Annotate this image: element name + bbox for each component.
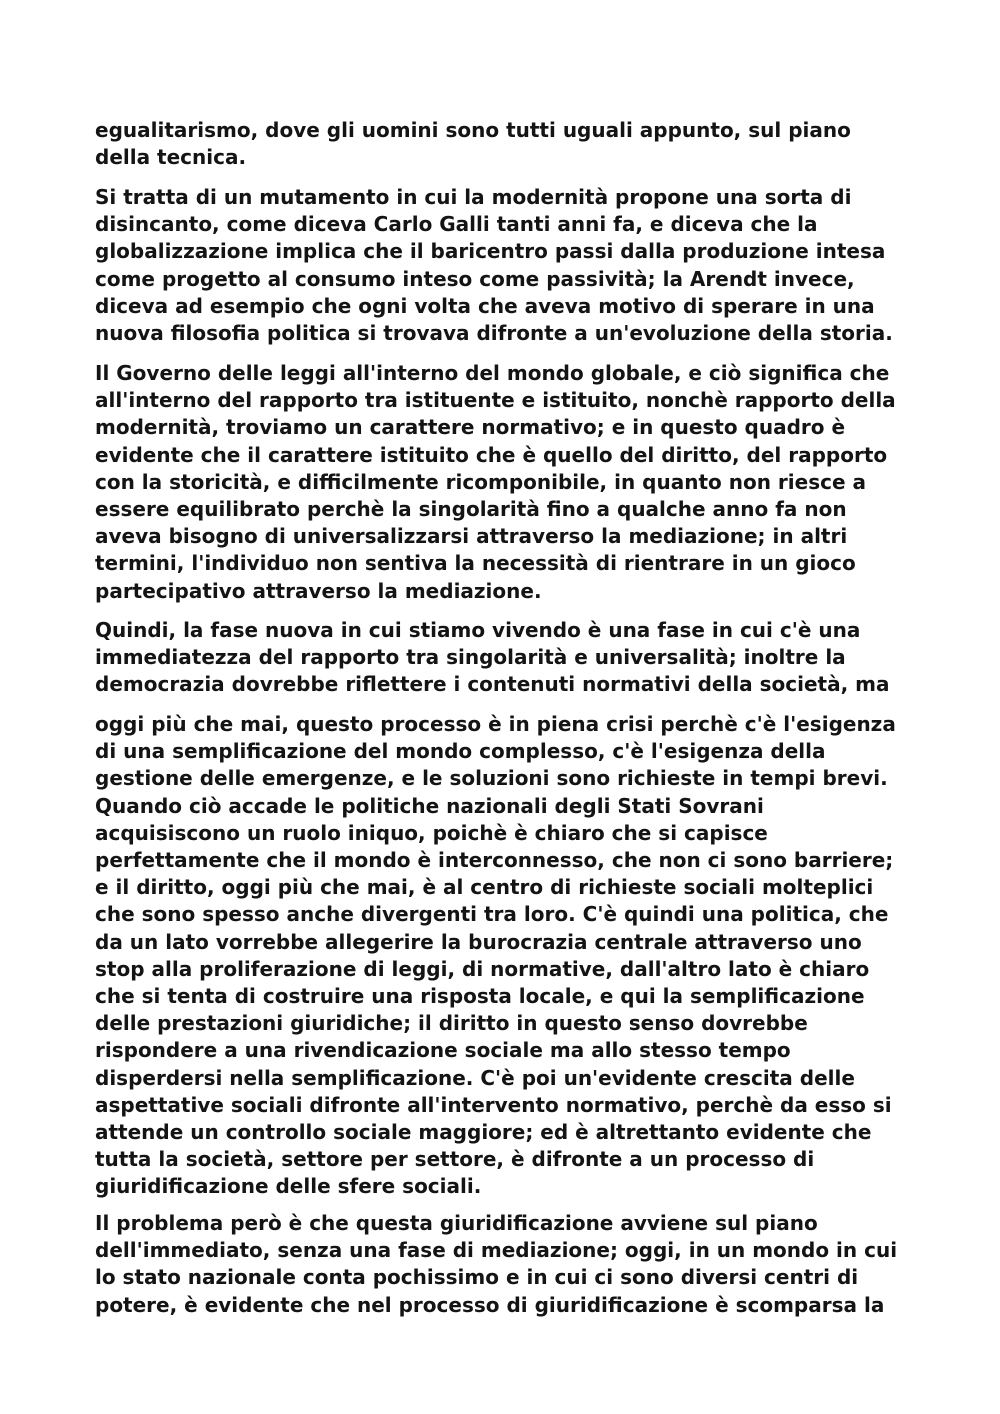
paragraph-3: Il Governo delle leggi all'interno del mondo globale, e ciò significa che all'interno del rapporto tra istituente e istituito, nonchè rapporto della modernità, troviamo un carattere normativo; e in questo quadro è evidente che il carattere istituito che è quello del diritto, del rapporto con la storicità, e difficilmente ricomponibile, in quanto non riesce a essere equilibrato perchè la singolarità fino a qualche anno fa non aveva bisogno di universalizzarsi attraverso la mediazione; in altri termini, l'individuo non sentiva la necessità di rientrare in un gioco partecipativo attraverso la mediazione. [95, 361, 896, 603]
paragraph-5: oggi più che mai, questo processo è in piena crisi perchè c'è l'esigenza di una semplificazione del mondo complesso, c'è l'esigenza della gestione delle emergenze, e le soluzioni sono richieste in tempi brevi. Quando ciò accade le politiche nazionali degli Stati Sovrani acquisiscono un ruolo iniquo, poichè è chiaro che si capisce perfettamente che il mondo è interconnesso, che non ci sono barriere; e il diritto, oggi più che mai, è al centro di richieste sociali molteplici che sono spesso anche divergenti tra loro. C'è quindi una politica, che da un lato vorrebbe allegerire la burocrazia centrale attraverso uno stop alla proliferazione di leggi, di normative, dall'altro lato è chiaro che si tenta di costruire una risposta locale, e qui la semplificazione delle prestazioni giuridiche; il diritto in questo senso dovrebbe rispondere a una rivendicazione sociale ma allo stesso tempo disperdersi nella semplificazione. C'è poi un'evidente crescita delle aspettative sociali difronte all'intervento normativo, perchè da esso si attende un controllo sociale maggiore; ed è altrettanto evidente che tutta la società, settore per settore, è difronte a un processo di giuridificazione delle sfere sociali. [95, 712, 896, 1199]
paragraph-1: egualitarismo, dove gli uomini sono tutti uguali appunto, sul piano della tecnica. [95, 118, 851, 170]
paragraph-2: Si tratta di un mutamento in cui la modernità propone una sorta di disincanto, come diceva Carlo Galli tanti anni fa, e diceva che la globalizzazione implica che il baricentro passi dalla produzione intesa come progetto al consumo inteso come passività; la Arendt invece, diceva ad esempio che ogni volta che aveva motivo di sperare in una nuova filosofia politica si trovava difronte a un'evoluzione della storia. [95, 185, 893, 346]
paragraph-4: Quindi, la fase nuova in cui stiamo vivendo è una fase in cui c'è una immediatezza del rapporto tra singolarità e universalità; inoltre la democrazia dovrebbe riflettere i contenuti normativi della società, ma [95, 618, 890, 697]
paragraph-6: Il problema però è che questa giuridificazione avviene sul piano dell'immediato, senza una fase di mediazione; oggi, in un mondo in cui lo stato nazionale conta pochissimo e in cui ci sono diversi centri di potere, è evidente che nel processo di giuridificazione è scomparsa la [95, 1211, 898, 1317]
